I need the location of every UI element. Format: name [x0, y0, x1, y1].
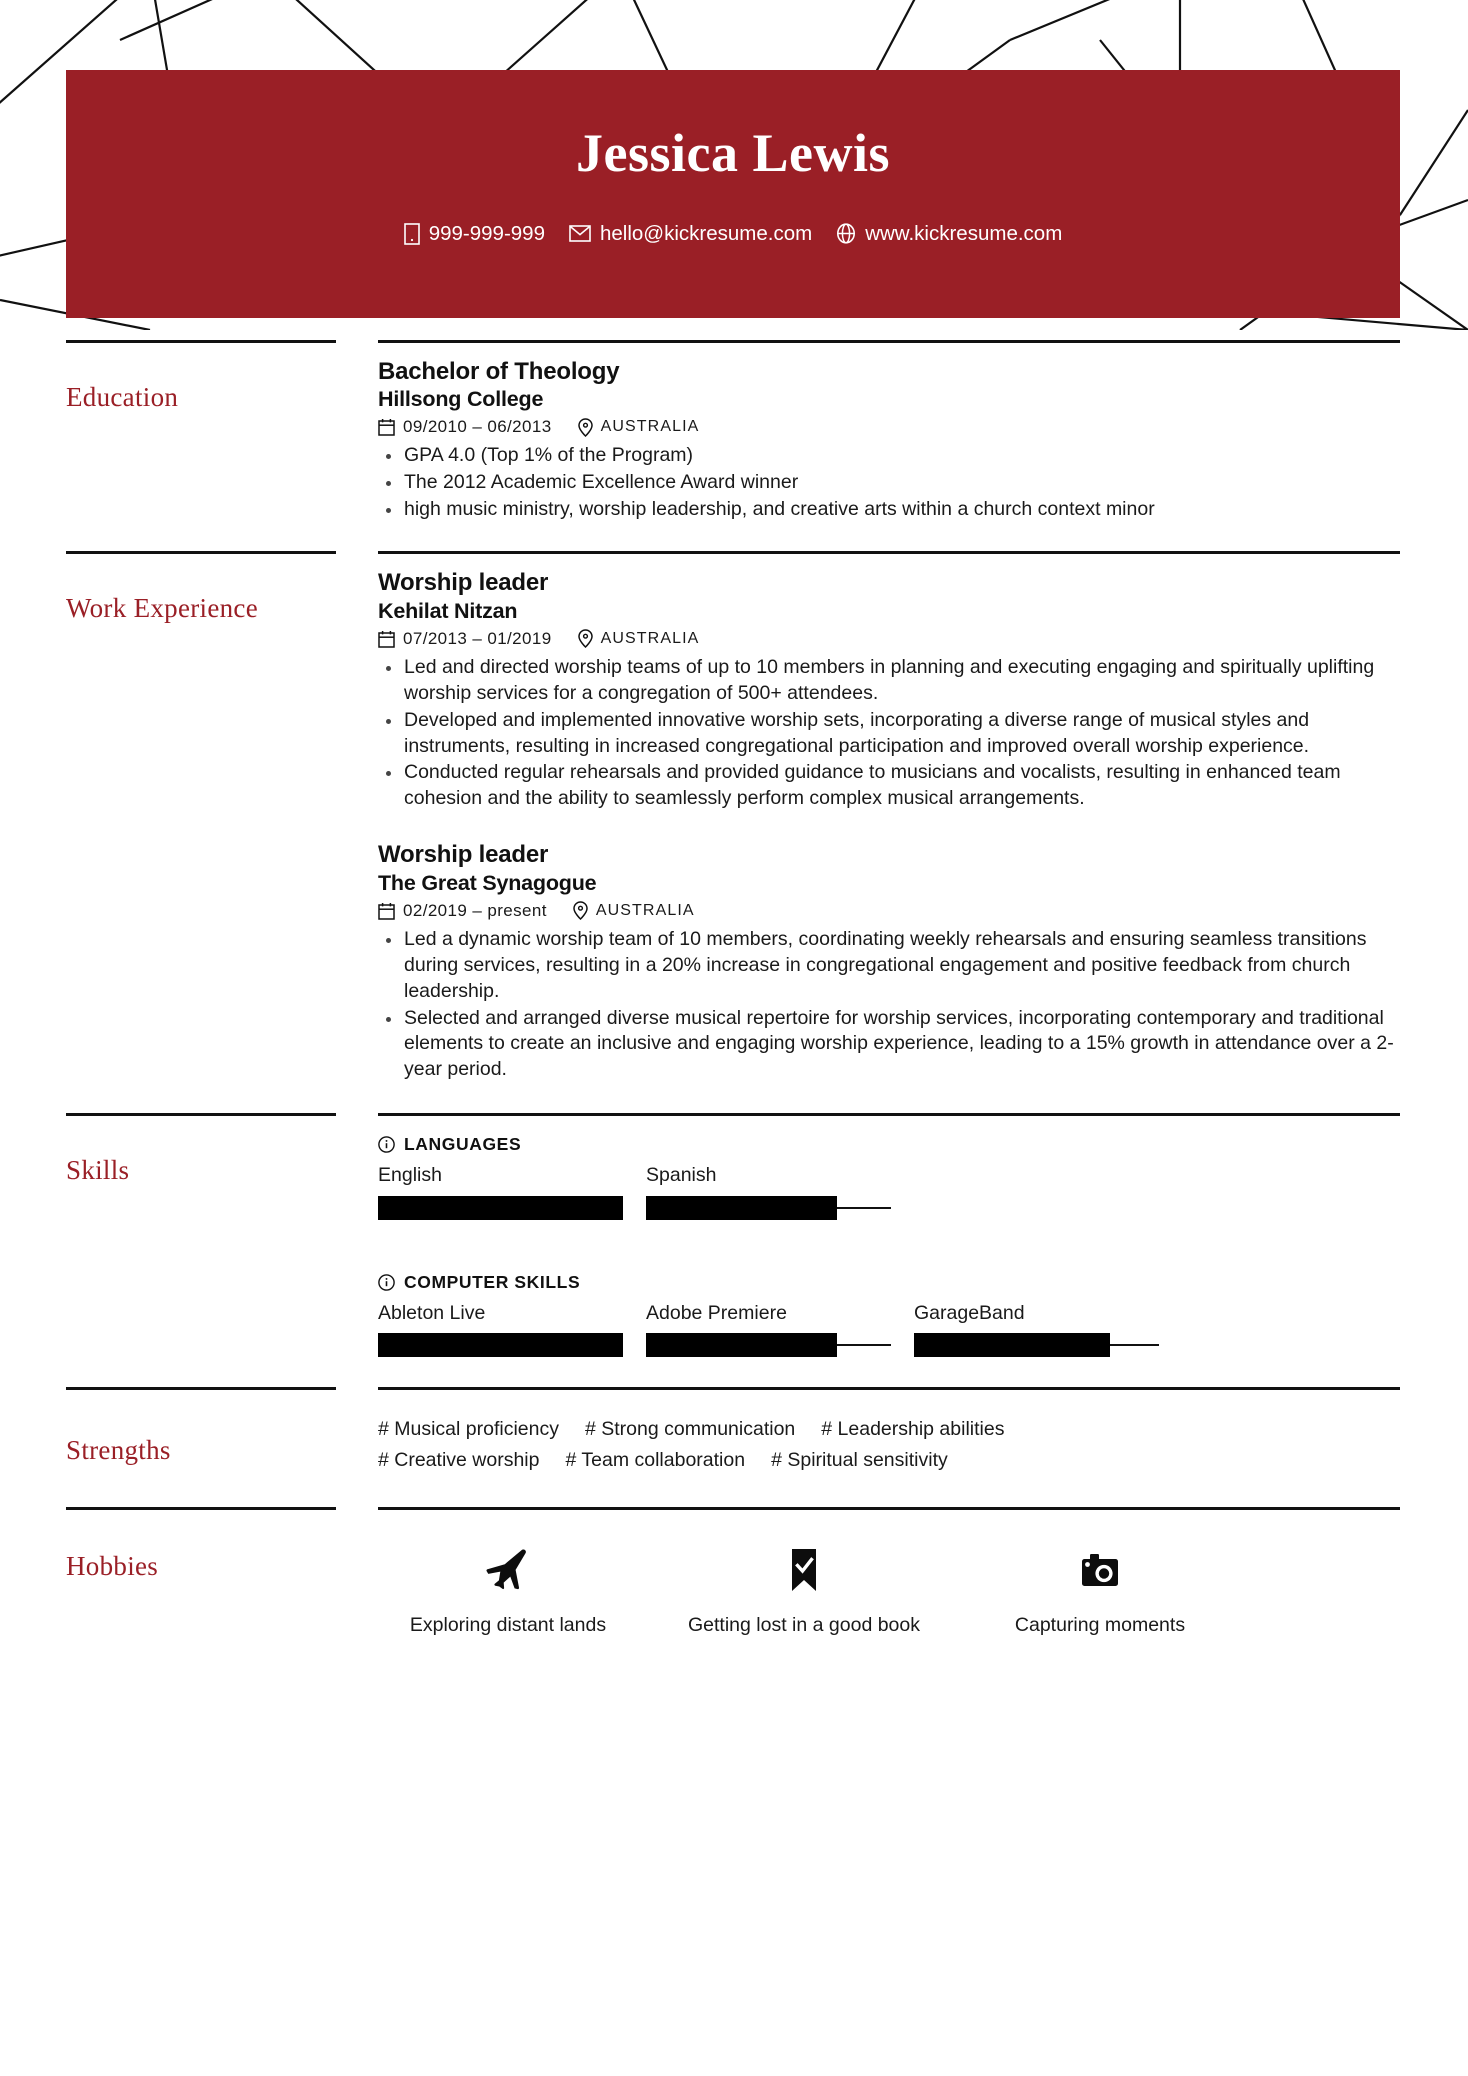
airplane-icon	[482, 1542, 534, 1598]
skill-name: English	[378, 1164, 442, 1187]
skill-name: Adobe Premiere	[646, 1301, 787, 1324]
skill-group-heading	[378, 1272, 1400, 1293]
page-title: Jessica Lewis	[576, 123, 890, 183]
info-circle-icon	[378, 1136, 395, 1153]
education-label-col	[66, 343, 336, 527]
skill-items	[378, 1164, 1400, 1219]
skills-label-col	[66, 1116, 336, 1357]
contact-email-value: hello@kickresume.com	[599, 221, 813, 245]
map-pin-icon	[578, 418, 593, 437]
strength-row	[378, 1447, 1400, 1474]
phone-icon	[404, 223, 420, 245]
work-entry	[378, 568, 1400, 812]
skill-group-languages	[378, 1134, 1400, 1219]
education-degree: Bachelor of Theology	[378, 358, 620, 385]
contact-email[interactable]	[569, 222, 812, 246]
strengths-label-col	[66, 1390, 336, 1479]
hobby-label: Capturing moments	[1014, 1613, 1186, 1636]
skill-bar-fill	[646, 1333, 837, 1357]
hobby-label: Getting lost in a good book	[688, 1613, 920, 1636]
work-entry	[378, 840, 1400, 1083]
calendar-icon	[378, 630, 395, 648]
list-item: high music ministry, worship leadership, and creative arts within a church context minor	[378, 497, 1400, 523]
work-meta	[378, 901, 1400, 921]
work-job-title: Worship leader	[378, 841, 549, 869]
work-label-col	[66, 554, 336, 1087]
list-item: Conducted regular rehearsals and provided guidance to musicians and vocalists, resulting in enhanced team cohesion and the ability to seamlessly perform complex musical arrangements.	[378, 760, 1400, 812]
skill-item	[378, 1302, 623, 1357]
list-item: Selected and arranged diverse musical repertoire for worship services, incorporating contemporary and traditional elements to create an inclusive and engaging worship experience, leading to a 15% growth in attendance over a 2-year period.	[378, 1006, 1400, 1084]
contact-phone-value: 999-999-999	[428, 221, 545, 245]
section-hobbies	[0, 1510, 1468, 1637]
bookmark-check-icon	[778, 1542, 830, 1598]
strength-tag: # Spiritual sensitivity	[771, 1449, 948, 1472]
map-pin-icon	[573, 901, 588, 920]
education-location: AUSTRALIA	[600, 418, 700, 436]
skill-group-label: LANGUAGES	[404, 1134, 522, 1155]
strength-tag: # Strong communication	[584, 1418, 796, 1441]
education-entry	[378, 357, 1400, 523]
section-title-hobbies: Hobbies	[66, 1550, 159, 1581]
hobbies-label-col	[66, 1510, 336, 1637]
list-item: Led and directed worship teams of up to 10 members in planning and executing engaging and spiritually uplifting worship services for a congregation of 500+ attendees.	[378, 655, 1400, 707]
hobby-item	[970, 1542, 1230, 1637]
contact-row	[404, 222, 1063, 246]
work-meta	[378, 629, 1400, 649]
skill-bar-fill	[378, 1333, 623, 1357]
work-location: AUSTRALIA	[595, 901, 695, 919]
hobby-item	[674, 1542, 934, 1637]
strength-tag: # Creative worship	[378, 1449, 540, 1472]
contact-website-value: www.kickresume.com	[865, 221, 1063, 245]
calendar-icon	[378, 902, 395, 920]
skill-level-bar	[378, 1333, 623, 1357]
work-company: The Great Synagogue	[378, 870, 597, 895]
work-bullets	[378, 927, 1400, 1084]
skill-items	[378, 1302, 1400, 1357]
contact-website[interactable]	[836, 222, 1062, 246]
section-title-work-experience: Work Experience	[66, 593, 258, 624]
skill-bar-fill	[646, 1196, 837, 1220]
strength-row	[378, 1416, 1400, 1443]
work-dates: 02/2019 – present	[403, 900, 547, 920]
skill-name: GarageBand	[914, 1301, 1025, 1324]
section-title-education: Education	[66, 382, 179, 412]
skill-group-heading	[378, 1134, 1400, 1155]
education-meta	[378, 417, 1400, 437]
hobby-label: Exploring distant lands	[409, 1613, 607, 1636]
education-entries	[336, 343, 1400, 527]
education-bullets	[378, 443, 1400, 523]
education-school: Hillsong College	[378, 387, 544, 412]
section-strengths	[0, 1390, 1468, 1507]
section-title-skills: Skills	[66, 1155, 130, 1186]
calendar-icon	[378, 418, 395, 436]
strengths-list	[336, 1390, 1400, 1479]
skill-item	[914, 1302, 1159, 1357]
work-location: AUSTRALIA	[600, 629, 700, 647]
work-dates: 07/2013 – 01/2019	[403, 628, 552, 648]
skill-group-label: COMPUTER SKILLS	[404, 1271, 581, 1292]
skills-groups	[336, 1116, 1400, 1357]
section-skills	[0, 1116, 1468, 1387]
skill-bar-fill	[914, 1333, 1110, 1357]
skill-bar-fill	[378, 1196, 623, 1220]
work-company: Kehilat Nitzan	[378, 598, 518, 623]
section-education	[0, 343, 1468, 551]
skill-group-computer-skills	[378, 1272, 1400, 1357]
skill-name: Spanish	[646, 1164, 717, 1187]
camera-icon	[1074, 1542, 1126, 1598]
resume-body	[0, 340, 1468, 1637]
hobby-item	[378, 1542, 638, 1637]
contact-phone[interactable]	[404, 222, 545, 246]
section-title-strengths: Strengths	[66, 1435, 171, 1466]
list-item: Led a dynamic worship team of 10 members, coordinating weekly rehearsals and ensuring seamless transitions during services, resulting in a 20% increase in congregational engagement and positive feedback from church leadership.	[378, 927, 1400, 1005]
list-item: Developed and implemented innovative worship sets, incorporating a diverse range of musical styles and instruments, resulting in increased congregational participation and improved overall worship experience.	[378, 708, 1400, 760]
skill-name: Ableton Live	[378, 1301, 486, 1324]
skill-level-bar	[914, 1333, 1159, 1357]
info-circle-icon	[378, 1274, 395, 1291]
work-bullets	[378, 655, 1400, 813]
globe-icon	[836, 223, 856, 244]
section-work-experience	[0, 554, 1468, 1113]
skill-item	[378, 1164, 623, 1219]
envelope-icon	[569, 225, 591, 242]
work-entries	[336, 554, 1400, 1087]
skill-level-bar	[646, 1196, 891, 1220]
education-dates: 09/2010 – 06/2013	[403, 417, 552, 437]
list-item: GPA 4.0 (Top 1% of the Program)	[378, 443, 1400, 469]
list-item: The 2012 Academic Excellence Award winner	[378, 470, 1400, 496]
skill-item	[646, 1164, 891, 1219]
strength-tag: # Team collaboration	[565, 1449, 746, 1472]
resume-header	[66, 70, 1400, 318]
skill-item	[646, 1302, 891, 1357]
strength-tag: # Musical proficiency	[378, 1418, 559, 1441]
work-job-title: Worship leader	[378, 569, 549, 597]
hobbies-list	[336, 1510, 1400, 1637]
skill-level-bar	[646, 1333, 891, 1357]
map-pin-icon	[578, 629, 593, 648]
skill-level-bar	[378, 1196, 623, 1220]
strength-tag: # Leadership abilities	[821, 1418, 1005, 1441]
